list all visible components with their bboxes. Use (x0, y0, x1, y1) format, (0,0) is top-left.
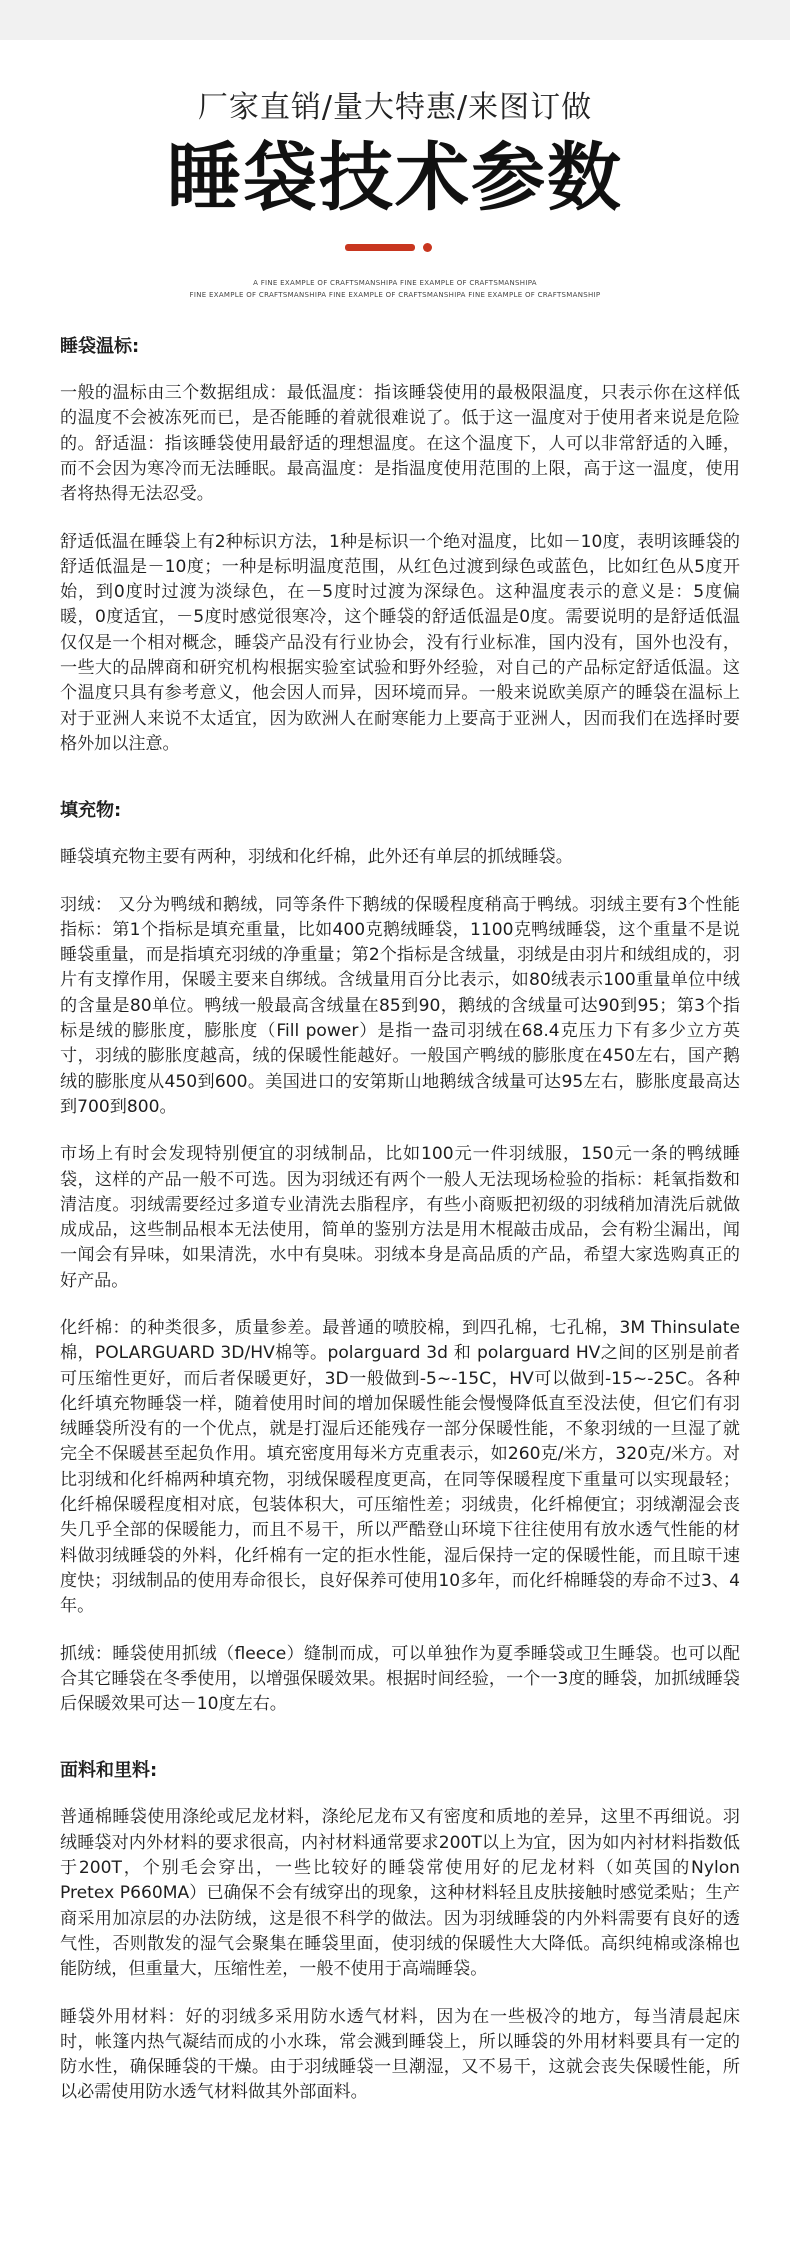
fabric-paragraph-2: 睡袋外用材料：好的羽绒多采用防水透气材料，因为在一些极冷的地方，每当清晨起床时，帐篷内热气凝结而成的小水珠，常会溅到睡袋上，所以睡袋的外用材料要具有一定的防水性，确保睡袋的干燥。由于羽绒睡袋一旦潮湿，又不易干，这就会丧失保暖性能，所以必需使用防水透气材料做其外部面料。 (60, 2006, 740, 2103)
top-strip (0, 0, 790, 40)
tagline-line-1: A FINE EXAMPLE OF CRAFTSMANSHIPA FINE EXAMPLE OF CRAFTSMANSHIPA (253, 279, 537, 288)
fill-paragraph-synthetic: 化纤棉：的种类很多，质量参差。最普通的喷胶棉，到四孔棉，七孔棉，3M Thinsulate 棉，POLARGUARD 3D/HV棉等。polarguard 3d 和 polarguard HV之间的区别是前者可压缩性更好，而后者保暖更好，3D一般做到-5~-15C，HV可以做到-15~-25C。各种化纤填充物睡袋一样，随着使用时间的增加保暖性能会慢慢降低直至没法使，但它们有羽绒睡袋所没有的一个优点，就是打湿后还能残存一部分保暖性能，不象羽绒的一旦湿了就完全不保暖甚至起负作用。填充密度用每米方克重表示，如260克/米方，320克/米方。对比羽绒和化纤棉两种填充物，羽绒保暖程度更高，在同等保暖程度下重量可以实现最轻；化纤棉保暖程度相对底，包装体积大，可压缩性差；羽绒贵，化纤棉便宜；羽绒潮湿会丧失几乎全部的保暖能力，而且不易干，所以严酷登山环境下往往使用有放水透气性能的材料做羽绒睡袋的外料，化纤棉有一定的拒水性能，湿后保持一定的保暖性能，而且晾干速度快；羽绒制品的使用寿命很长，良好保养可使用10多年，而化纤棉睡袋的寿命不过3、4年。 (60, 1318, 740, 1617)
page-subtitle: 厂家直销/量大特惠/来图订做 (197, 90, 593, 125)
header (0, 82, 790, 301)
title-divider (345, 241, 445, 253)
divider-dot (423, 243, 432, 252)
section-title-temperature: 睡袋温标: (60, 336, 140, 358)
fill-paragraph-down: 羽绒： 又分为鸭绒和鹅绒，同等条件下鹅绒的保暖程度稍高于鸭绒。羽绒主要有3个性能指标：第1个指标是填充重量，比如400克鹅绒睡袋，1100克鸭绒睡袋，这个重量不是说睡袋重量，而是指填充羽绒的净重量；第2个指标是含绒量，羽绒是由羽片和绒组成的，羽片有支撑作用，保暖主要来自绑绒。含绒量用百分比表示，如80绒表示100重量单位中绒的含量是80单位。鸭绒一般最高含绒量在85到90，鹅绒的含绒量可达90到95；第3个指标是绒的膨胀度，膨胀度（Fill power）是指一盎司羽绒在68.4克压力下有多少立方英寸，羽绒的膨胀度越高，绒的保暖性能越好。一般国产鸭绒的膨胀度在450左右，国产鹅绒的膨胀度从450到600。美国进口的安第斯山地鹅绒含绒量可达95左右，膨胀度最高达到700到800。 (60, 894, 740, 1117)
fill-paragraph-fleece: 抓绒：睡袋使用抓绒（fleece）缝制而成，可以单独作为夏季睡袋或卫生睡袋。也可以配合其它睡袋在冬季使用，以增强保暖效果。根据时间经验，一个一3度的睡袋，加抓绒睡袋后保暖效果可达－10度左右。 (60, 1643, 740, 1715)
section-title-fill: 填充物: (60, 800, 122, 822)
fabric-paragraph-1: 普通棉睡袋使用涤纶或尼龙材料，涤纶尼龙布又有密度和质地的差异，这里不再细说。羽绒睡袋对内外材料的要求很高，内衬材料通常要求200T以上为宜，因为如内衬材料指数低于200T，个别毛会穿出，一些比较好的睡袋常使用好的尼龙材料（如英国的Nylon Pretex P660MA）已确保不会有绒穿出的现象，这种材料轻且皮肤接触时感觉柔贴；生产商采用加凉层的办法防绒，这是很不科学的做法。因为羽绒睡袋的内外料需要有良好的透气性，否则散发的湿气会聚集在睡袋里面，使羽绒的保暖性大大降低。高织纯棉或涤棉也能防绒，但重量大，压缩性差，一般不使用于高端睡袋。 (60, 1807, 740, 1980)
temperature-paragraph-1: 一般的温标由三个数据组成：最低温度：指该睡袋使用的最极限温度，只表示你在这样低的温度不会被冻死而已，是否能睡的着就很难说了。低于这一温度对于使用者来说是危险的。舒适温：指该睡袋使用最舒适的理想温度。在这个温度下，人可以非常舒适的入睡，而不会因为寒冷而无法睡眠。最高温度：是指温度使用范围的上限，高于这一温度，使用者将热得无法忍受。 (60, 383, 740, 505)
fill-paragraph-1: 睡袋填充物主要有两种，羽绒和化纤棉，此外还有单层的抓绒睡袋。 (60, 847, 573, 868)
temperature-paragraph-2: 舒适低温在睡袋上有2种标识方法，1种是标识一个绝对温度，比如－10度，表明该睡袋的舒适低温是－10度；一种是标明温度范围，从红色过渡到绿色或蓝色，比如红色从5度开始，到0度时过渡为淡绿色，在－5度时过渡为深绿色。这种温度表示的意义是：5度偏暖，0度适宜，－5度时感觉很寒冷，这个睡袋的舒适低温是0度。需要说明的是舒适低温仅仅是一个相对概念，睡袋产品没有行业协会，没有行业标准，国内没有，国外也没有，一些大的品牌商和研究机构根据实验室试验和野外经验，对自己的产品标定舒适低温。这个温度只具有参考意义，他会因人而异，因环境而异。一般来说欧美原产的睡袋在温标上对于亚洲人来说不太适宜，因为欧洲人在耐寒能力上要高于亚洲人，因而我们在选择时要格外加以注意。 (60, 531, 740, 754)
tagline (0, 277, 790, 301)
tagline-line-2: FINE EXAMPLE OF CRAFTSMANSHIPA FINE EXAMPLE OF CRAFTSMANSHIPA FINE EXAMPLE OF CRAFTSMANSHIP (189, 291, 601, 300)
section-title-fabric: 面料和里料: (60, 1760, 158, 1782)
fill-paragraph-market: 市场上有时会发现特别便宜的羽绒制品，比如100元一件羽绒服，150元一条的鸭绒睡袋，这样的产品一般不可选。因为羽绒还有两个一般人无法现场检验的指标：耗氧指数和清洁度。羽绒需要经过多道专业清洗去脂程序，有些小商贩把初级的羽绒稍加清洗后就做成成品，这些制品根本无法使用，简单的鉴别方法是用木棍敲击成品，会有粉尘漏出，闻一闻会有异味，如果清洗，水中有臭味。羽绒本身是高品质的产品，希望大家选购真正的好产品。 (60, 1144, 740, 1291)
page-title: 睡袋技术参数 (167, 135, 623, 221)
content (0, 335, 740, 2106)
divider-bar (345, 244, 415, 251)
